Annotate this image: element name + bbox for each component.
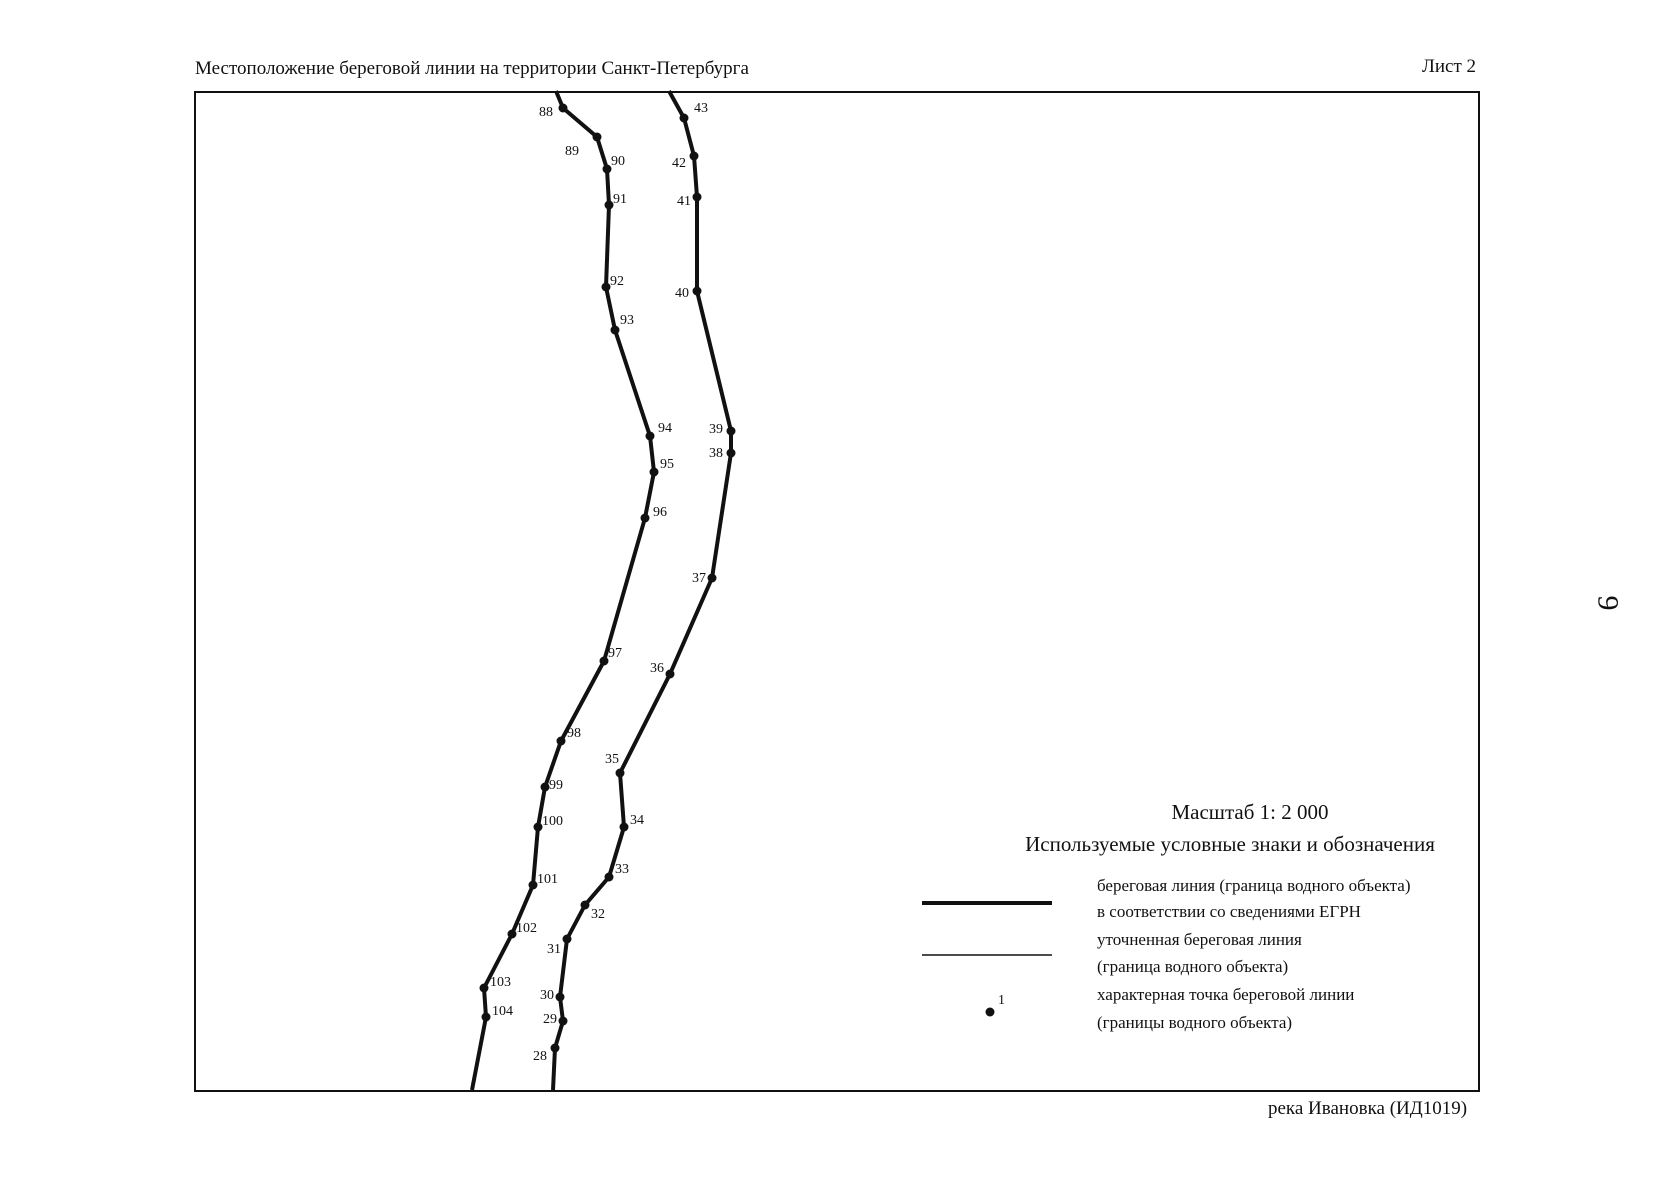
legend-egrn-line1: береговая линия (граница водного объекта)	[1097, 876, 1411, 895]
right-bank-line	[533, 91, 736, 1090]
shoreline-point	[727, 427, 736, 436]
shoreline-point	[690, 152, 699, 161]
shoreline-point-label: 88	[539, 105, 553, 120]
shoreline-point-label: 95	[660, 457, 674, 472]
shoreline-point-label: 104	[492, 1004, 513, 1019]
shoreline-point	[556, 993, 565, 1002]
shoreline-point	[708, 574, 717, 583]
shoreline-point-label: 34	[630, 813, 644, 828]
shoreline-point	[620, 823, 629, 832]
shoreline-point	[727, 449, 736, 458]
legend-point-symbol	[986, 1008, 995, 1017]
shoreline-point	[605, 873, 614, 882]
map-title: Местоположение береговой линии на территории Санкт-Петербурга	[195, 58, 749, 79]
shoreline-point	[593, 133, 602, 142]
legend-refined-line1: уточненная береговая линия	[1097, 930, 1302, 949]
shoreline-point-label: 28	[533, 1049, 547, 1064]
shoreline-point-label: 40	[675, 286, 689, 301]
shoreline-point	[693, 287, 702, 296]
shoreline-point-label: 101	[537, 872, 558, 887]
shoreline-point	[611, 326, 620, 335]
shoreline-point-label: 97	[608, 646, 622, 661]
shoreline-point	[666, 670, 675, 679]
shoreline-point-label: 30	[540, 988, 554, 1003]
shoreline-point	[563, 935, 572, 944]
shoreline-point	[559, 1017, 568, 1026]
shoreline-point	[482, 1013, 491, 1022]
shoreline-point	[559, 104, 568, 113]
shoreline-point-label: 91	[613, 192, 627, 207]
shoreline-point-label: 99	[549, 778, 563, 793]
shoreline-point-label: 102	[516, 921, 537, 936]
shoreline-point-label: 31	[547, 942, 561, 957]
shoreline-point-label: 98	[567, 726, 581, 741]
shoreline-point-label: 43	[694, 101, 708, 116]
shoreline-point	[693, 193, 702, 202]
legend-refined-line2: (граница водного объекта)	[1097, 957, 1289, 976]
shoreline-point-label: 94	[658, 421, 672, 436]
shoreline-point-label: 32	[591, 907, 605, 922]
sheet-number: Лист 2	[1422, 56, 1477, 77]
right-bank-polyline	[553, 91, 731, 1090]
scale-label: Масштаб 1: 2 000	[1171, 800, 1329, 824]
shoreline-point-label: 89	[565, 144, 579, 159]
shoreline-point-label: 29	[543, 1012, 557, 1027]
shoreline-point	[616, 769, 625, 778]
shoreline-point-label: 36	[650, 661, 664, 676]
shoreline-point	[680, 114, 689, 123]
shoreline-point-label: 39	[709, 422, 723, 437]
shoreline-point	[641, 514, 650, 523]
legend-point-line1: характерная точка береговой линии	[1097, 985, 1355, 1004]
shoreline-point-label: 38	[709, 446, 723, 461]
shoreline-point-label: 103	[490, 975, 511, 990]
shoreline-point	[646, 432, 655, 441]
shoreline-point	[581, 901, 590, 910]
shoreline-point-label: 37	[692, 571, 706, 586]
shoreline-point-label: 33	[615, 862, 629, 877]
legend-point-label: 1	[998, 993, 1005, 1008]
shoreline-point-label: 93	[620, 313, 634, 328]
legend-title: Используемые условные знаки и обозначения	[1025, 832, 1435, 856]
shoreline-point-label: 100	[542, 814, 563, 829]
legend-point-line2: (границы водного объекта)	[1097, 1013, 1293, 1032]
left-bank-line	[472, 91, 674, 1090]
shoreline-point	[557, 737, 566, 746]
shoreline-point-label: 35	[605, 752, 619, 767]
river-name: река Ивановка (ИД1019)	[1268, 1098, 1468, 1119]
shoreline-point-label: 96	[653, 505, 667, 520]
shoreline-point-label: 42	[672, 156, 686, 171]
page-number: 9	[1591, 595, 1625, 611]
shoreline-point-label: 92	[610, 274, 624, 289]
shoreline-point	[551, 1044, 560, 1053]
shoreline-point-label: 90	[611, 154, 625, 169]
shoreline-point	[480, 984, 489, 993]
legend-egrn-line2: в соответствии со сведениями ЕГРН	[1097, 902, 1361, 921]
shoreline-point	[650, 468, 659, 477]
shoreline-point-label: 41	[677, 194, 691, 209]
